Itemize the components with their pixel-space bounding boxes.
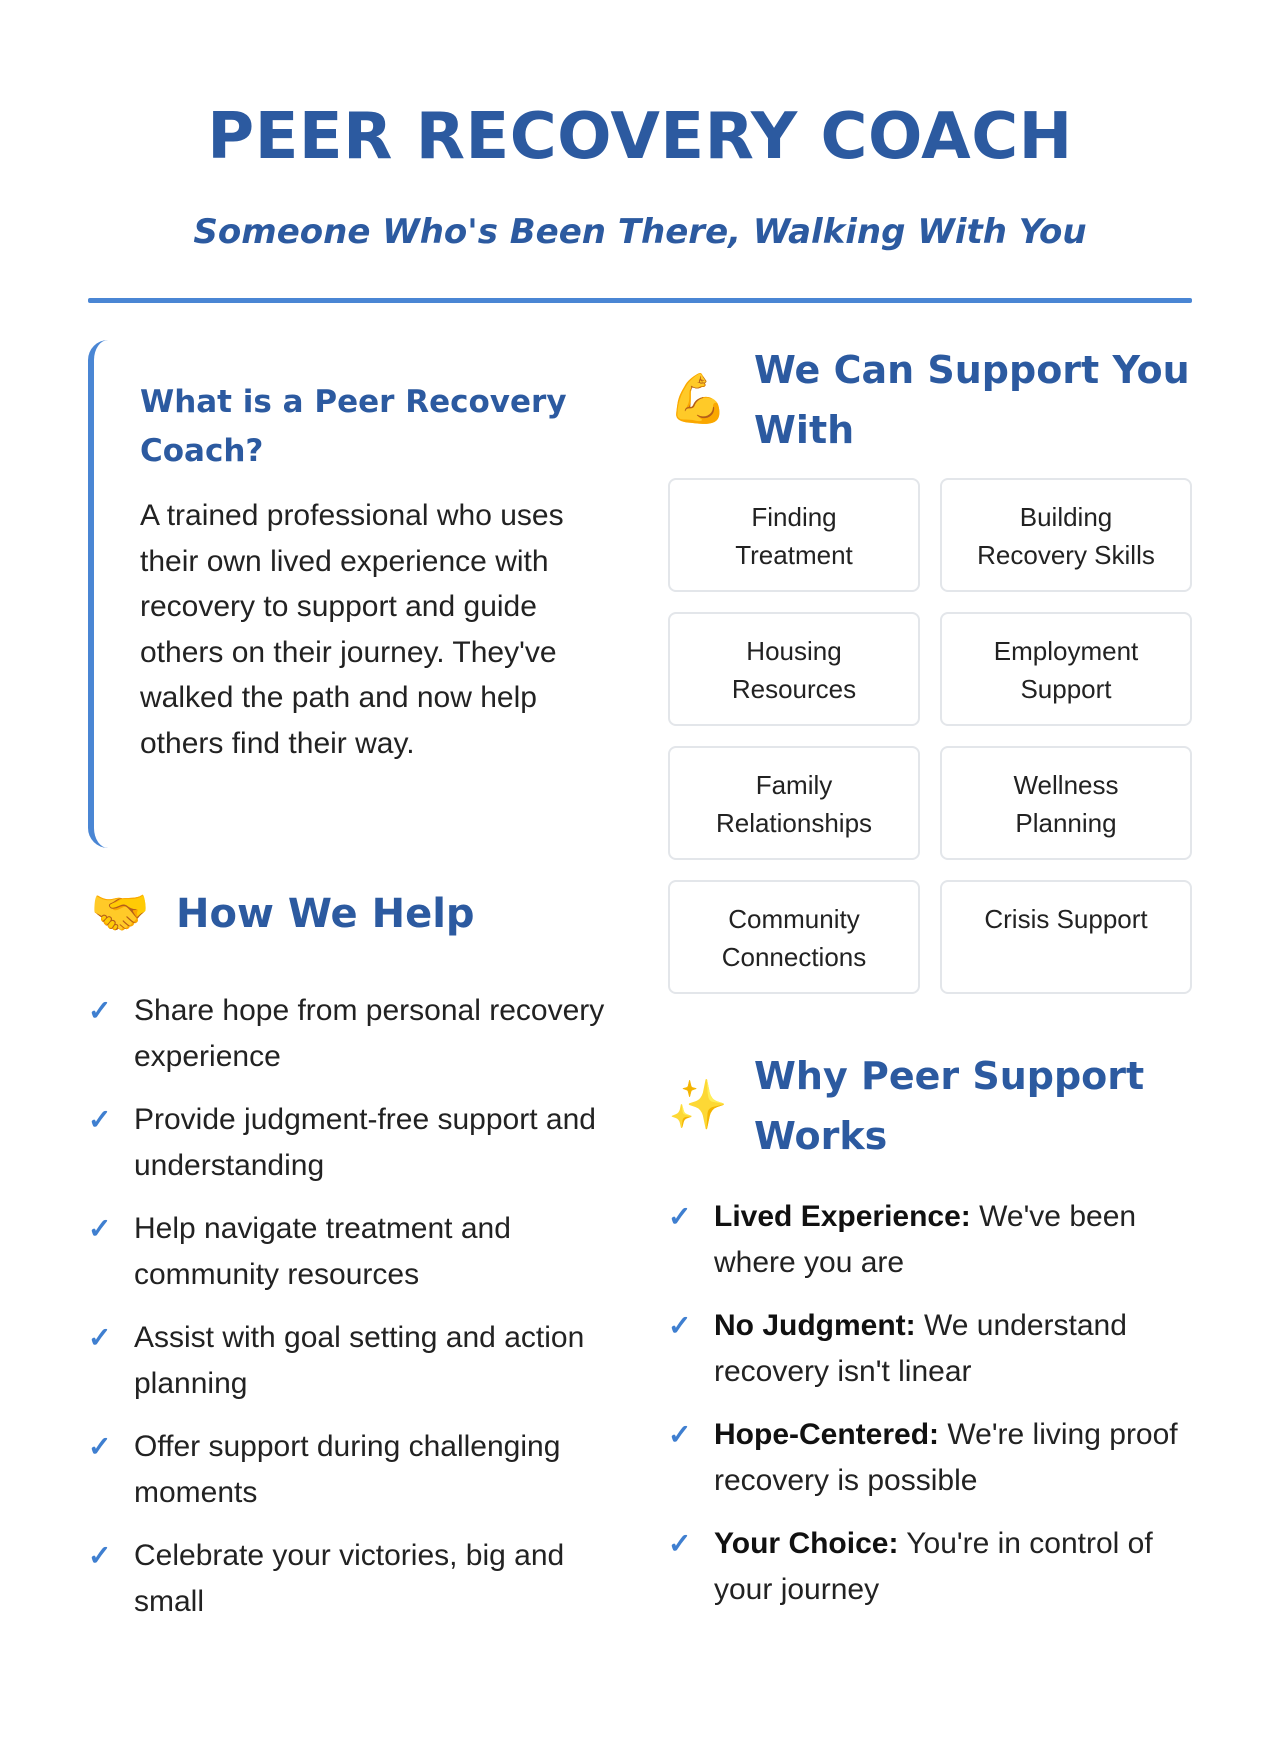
checkmark-icon: ✓: [88, 1104, 112, 1135]
list-item-text: Celebrate your victories, big and small: [134, 1539, 565, 1618]
support-header: [668, 340, 1194, 460]
why-peer-title: Why Peer Support Works: [754, 1054, 1145, 1158]
checkmark-icon: ✓: [88, 1213, 112, 1244]
support-tile-employment-support: Employment Support: [940, 612, 1192, 726]
checkmark-icon: ✓: [88, 1322, 112, 1353]
checkmark-icon: ✓: [668, 1201, 692, 1232]
list-item-label: Lived Experience:: [714, 1200, 971, 1233]
why-peer-header: [668, 1046, 1194, 1166]
support-grid: [668, 478, 1192, 994]
list-item-text: Assist with goal setting and action planning: [134, 1321, 585, 1400]
list-item-text: Provide judgment-free support and understanding: [134, 1103, 596, 1182]
list-item: [88, 988, 628, 1079]
list-item-text: Share hope from personal recovery experience: [134, 994, 605, 1073]
how-we-help-header: [90, 887, 475, 940]
page-title: PEER RECOVERY COACH: [207, 100, 1073, 174]
list-item-text: Help navigate treatment and community resources: [134, 1212, 511, 1291]
list-item-label: Your Choice:: [714, 1527, 899, 1560]
support-tile-building-recovery-skills: Building Recovery Skills: [940, 478, 1192, 592]
list-item: [668, 1521, 1198, 1612]
checkmark-icon: ✓: [88, 1540, 112, 1571]
list-item-text: We've been where you are: [714, 1200, 1137, 1279]
why-peer-list: [668, 1194, 1198, 1630]
how-we-help-list: [88, 988, 628, 1642]
list-item: [88, 1097, 628, 1188]
page-subtitle: Someone Who's Been There, Walking With You: [193, 212, 1087, 252]
support-title: We Can Support You With: [754, 348, 1190, 452]
support-tile-family-relationships: Family Relationships: [668, 746, 920, 860]
list-item: [668, 1194, 1198, 1285]
checkmark-icon: ✓: [88, 995, 112, 1026]
list-item-text: Offer support during challenging moments: [134, 1430, 561, 1509]
support-tile-crisis-support: Crisis Support: [940, 880, 1192, 994]
support-tile-community-connections: Community Connections: [668, 880, 920, 994]
header-divider: [88, 298, 1192, 303]
support-tile-housing-resources: Housing Resources: [668, 612, 920, 726]
list-item-label: No Judgment:: [714, 1309, 916, 1342]
what-is-body: A trained professional who uses their own lived experience with recovery to support and guide others on their journey. They've walked the path and now help others find their way.: [140, 499, 564, 760]
support-tile-finding-treatment: Finding Treatment: [668, 478, 920, 592]
checkmark-icon: ✓: [668, 1528, 692, 1559]
checkmark-icon: ✓: [668, 1310, 692, 1341]
list-item-text: We understand recovery isn't linear: [714, 1309, 1127, 1388]
flexed-biceps-icon: 💪: [668, 373, 728, 426]
list-item: [88, 1533, 628, 1624]
list-item: [88, 1424, 628, 1515]
list-item-text: We're living proof recovery is possible: [714, 1418, 1178, 1497]
handshake-icon: 🤝: [90, 887, 150, 940]
what-is-card: [88, 340, 608, 848]
list-item: [88, 1315, 628, 1406]
how-we-help-title: How We Help: [176, 891, 475, 937]
sparkles-icon: ✨: [668, 1079, 728, 1132]
checkmark-icon: ✓: [88, 1431, 112, 1462]
what-is-title: What is a Peer Recovery Coach?: [140, 384, 567, 469]
list-item-label: Hope-Centered:: [714, 1418, 940, 1451]
list-item: [88, 1206, 628, 1297]
list-item-text: You're in control of your journey: [714, 1527, 1153, 1606]
support-tile-wellness-planning: Wellness Planning: [940, 746, 1192, 860]
list-item: [668, 1303, 1198, 1394]
checkmark-icon: ✓: [668, 1419, 692, 1450]
list-item: [668, 1412, 1198, 1503]
